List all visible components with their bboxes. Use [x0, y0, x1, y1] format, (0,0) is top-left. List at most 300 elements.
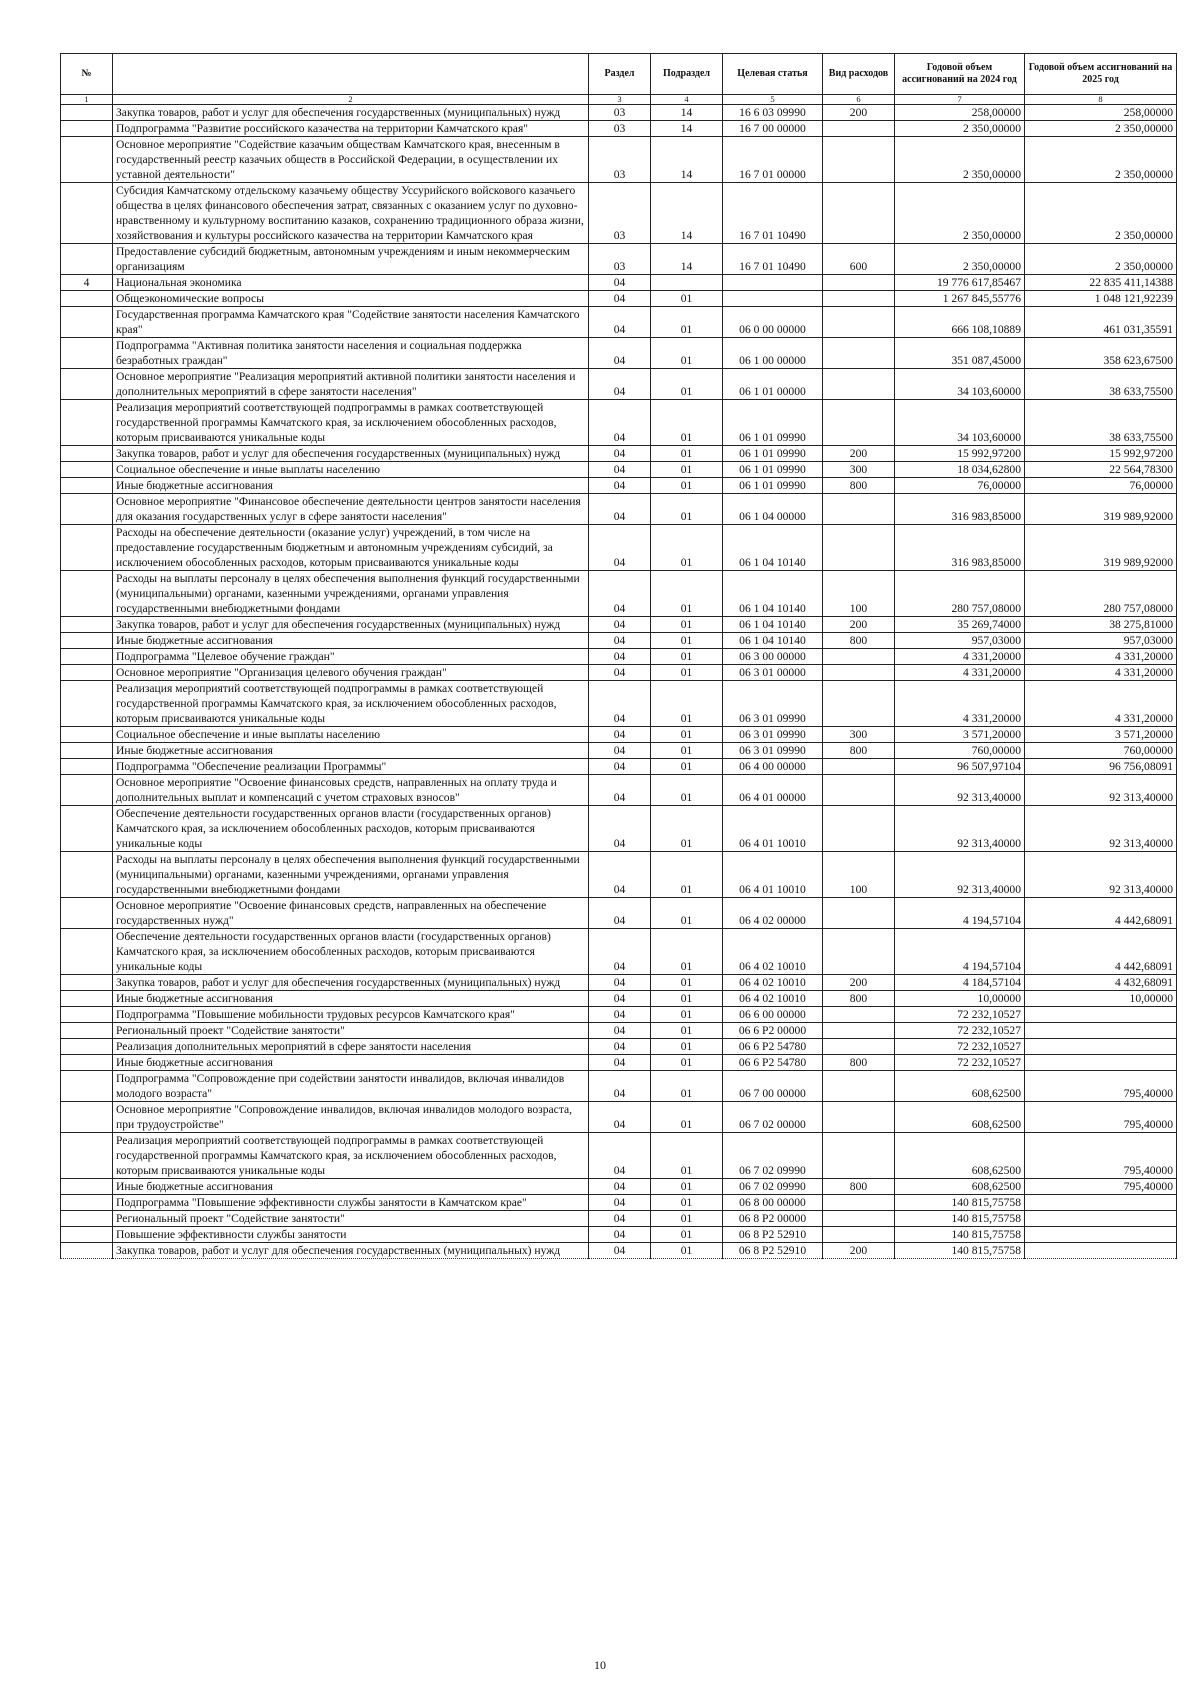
table-row	[61, 183, 1177, 244]
row-number	[61, 1227, 113, 1243]
razdel-code: 04	[589, 727, 651, 743]
table-row	[61, 975, 1177, 991]
allocation-2025: 358 623,67500	[1025, 338, 1177, 369]
expense-type-code: 800	[823, 633, 895, 649]
expense-type-code	[823, 137, 895, 183]
allocation-2025: 760,00000	[1025, 743, 1177, 759]
razdel-code: 03	[589, 121, 651, 137]
expense-type-code	[823, 1133, 895, 1179]
row-number	[61, 727, 113, 743]
column-index: 2	[113, 95, 589, 105]
table-row	[61, 137, 1177, 183]
table-row	[61, 633, 1177, 649]
target-article-code: 06 8 00 00000	[723, 1195, 823, 1211]
expense-type-code: 200	[823, 105, 895, 121]
podrazdel-code: 01	[651, 1195, 723, 1211]
podrazdel-code: 01	[651, 649, 723, 665]
row-number	[61, 137, 113, 183]
header-row	[61, 54, 1177, 95]
row-number	[61, 1133, 113, 1179]
allocation-2025: 795,40000	[1025, 1133, 1177, 1179]
row-number	[61, 1023, 113, 1039]
table-row	[61, 462, 1177, 478]
row-number	[61, 1102, 113, 1133]
expense-type-code: 600	[823, 244, 895, 275]
row-number	[61, 1039, 113, 1055]
allocation-2025: 2 350,00000	[1025, 244, 1177, 275]
expense-name: Иные бюджетные ассигнования	[113, 633, 589, 649]
expense-name: Государственная программа Камчатского края "Содействие занятости населения Камчатского края"	[113, 307, 589, 338]
target-article-code: 06 6 00 00000	[723, 1007, 823, 1023]
expense-name: Основное мероприятие "Сопровождение инвалидов, включая инвалидов молодого возраста, при трудоустройстве"	[113, 1102, 589, 1133]
allocation-2024: 2 350,00000	[895, 183, 1025, 244]
expense-type-code: 100	[823, 852, 895, 898]
razdel-code: 04	[589, 1195, 651, 1211]
expense-name: Предоставление субсидий бюджетным, автономным учреждениям и иным некоммерческим организациям	[113, 244, 589, 275]
expense-type-code	[823, 806, 895, 852]
allocation-2025: 4 331,20000	[1025, 681, 1177, 727]
podrazdel-code: 01	[651, 975, 723, 991]
expense-type-code: 800	[823, 991, 895, 1007]
expense-name: Закупка товаров, работ и услуг для обеспечения государственных (муниципальных) нужд	[113, 1243, 589, 1259]
allocation-2025	[1025, 1007, 1177, 1023]
allocation-2025: 92 313,40000	[1025, 852, 1177, 898]
header-allocation-2025: Годовой объем ассигнований на 2025 год	[1025, 54, 1177, 95]
allocation-2024: 2 350,00000	[895, 121, 1025, 137]
target-article-code: 06 4 02 10010	[723, 929, 823, 975]
razdel-code: 04	[589, 975, 651, 991]
row-number	[61, 462, 113, 478]
allocation-2024: 140 815,75758	[895, 1195, 1025, 1211]
allocation-2024: 10,00000	[895, 991, 1025, 1007]
allocation-2024: 666 108,10889	[895, 307, 1025, 338]
allocation-2025: 92 313,40000	[1025, 806, 1177, 852]
table-row	[61, 121, 1177, 137]
row-number	[61, 369, 113, 400]
podrazdel-code: 01	[651, 898, 723, 929]
allocation-2024: 72 232,10527	[895, 1055, 1025, 1071]
razdel-code: 04	[589, 1071, 651, 1102]
razdel-code: 04	[589, 1133, 651, 1179]
expense-name: Основное мероприятие "Финансовое обеспечение деятельности центров занятости населения для оказания государственных услуг в сфере занятости населения"	[113, 494, 589, 525]
row-number	[61, 633, 113, 649]
target-article-code: 06 1 01 09990	[723, 462, 823, 478]
target-article-code: 06 3 01 09990	[723, 743, 823, 759]
expense-name: Социальное обеспечение и иные выплаты населению	[113, 462, 589, 478]
expense-name: Общеэкономические вопросы	[113, 291, 589, 307]
table-row	[61, 571, 1177, 617]
expense-name: Основное мероприятие "Реализация мероприятий активной политики занятости населения и дополнительных мероприятий в сфере занятости населения"	[113, 369, 589, 400]
podrazdel-code: 01	[651, 759, 723, 775]
target-article-code: 06 3 01 09990	[723, 727, 823, 743]
expense-name: Закупка товаров, работ и услуг для обеспечения государственных (муниципальных) нужд	[113, 446, 589, 462]
allocation-2025: 38 275,81000	[1025, 617, 1177, 633]
row-number	[61, 1007, 113, 1023]
allocation-2025	[1025, 1227, 1177, 1243]
row-number	[61, 1195, 113, 1211]
expense-name: Иные бюджетные ассигнования	[113, 478, 589, 494]
table-row	[61, 743, 1177, 759]
target-article-code: 06 1 01 00000	[723, 369, 823, 400]
target-article-code: 06 3 01 09990	[723, 681, 823, 727]
allocation-2025	[1025, 1243, 1177, 1259]
table-row	[61, 244, 1177, 275]
podrazdel-code: 01	[651, 775, 723, 806]
table-row	[61, 525, 1177, 571]
podrazdel-code: 01	[651, 1055, 723, 1071]
expense-type-code	[823, 291, 895, 307]
column-index: 4	[651, 95, 723, 105]
podrazdel-code: 01	[651, 478, 723, 494]
expense-type-code	[823, 759, 895, 775]
podrazdel-code: 01	[651, 991, 723, 1007]
expense-type-code: 100	[823, 571, 895, 617]
allocation-2025: 795,40000	[1025, 1102, 1177, 1133]
expense-type-code: 200	[823, 446, 895, 462]
podrazdel-code: 01	[651, 633, 723, 649]
podrazdel-code: 01	[651, 1039, 723, 1055]
table-body	[61, 105, 1177, 1259]
allocation-2024: 4 194,57104	[895, 929, 1025, 975]
podrazdel-code: 01	[651, 400, 723, 446]
expense-name: Обеспечение деятельности государственных органов власти (государственных органов) Камчатского края, за исключением обособленных расходов, которым присваиваются уникальные коды	[113, 929, 589, 975]
razdel-code: 04	[589, 1211, 651, 1227]
allocation-2024: 72 232,10527	[895, 1039, 1025, 1055]
table-row	[61, 665, 1177, 681]
allocation-2024: 608,62500	[895, 1179, 1025, 1195]
podrazdel-code: 01	[651, 681, 723, 727]
allocation-2025: 957,03000	[1025, 633, 1177, 649]
razdel-code: 04	[589, 898, 651, 929]
podrazdel-code: 01	[651, 494, 723, 525]
row-number	[61, 244, 113, 275]
expense-name: Региональный проект "Содействие занятости"	[113, 1211, 589, 1227]
razdel-code: 04	[589, 275, 651, 291]
razdel-code: 04	[589, 1102, 651, 1133]
allocation-2025: 319 989,92000	[1025, 525, 1177, 571]
allocation-2025: 4 432,68091	[1025, 975, 1177, 991]
expense-type-code	[823, 525, 895, 571]
target-article-code: 06 8 P2 52910	[723, 1243, 823, 1259]
row-number	[61, 183, 113, 244]
expense-type-code: 800	[823, 478, 895, 494]
target-article-code: 16 7 01 10490	[723, 183, 823, 244]
podrazdel-code: 01	[651, 1179, 723, 1195]
allocation-2024: 35 269,74000	[895, 617, 1025, 633]
expense-type-code: 800	[823, 1055, 895, 1071]
expense-name: Подпрограмма "Обеспечение реализации Программы"	[113, 759, 589, 775]
expense-type-code	[823, 681, 895, 727]
table-row	[61, 1179, 1177, 1195]
podrazdel-code: 14	[651, 105, 723, 121]
allocation-2025: 2 350,00000	[1025, 121, 1177, 137]
expense-name: Закупка товаров, работ и услуг для обеспечения государственных (муниципальных) нужд	[113, 975, 589, 991]
allocation-2024: 316 983,85000	[895, 525, 1025, 571]
row-number	[61, 446, 113, 462]
table-row	[61, 369, 1177, 400]
expense-type-code	[823, 121, 895, 137]
table-row	[61, 478, 1177, 494]
row-number	[61, 929, 113, 975]
expense-name: Подпрограмма "Активная политика занятости населения и социальная поддержка безработных граждан"	[113, 338, 589, 369]
table-row	[61, 1227, 1177, 1243]
target-article-code: 06 1 04 10140	[723, 617, 823, 633]
allocation-2025: 258,00000	[1025, 105, 1177, 121]
allocation-2025: 96 756,08091	[1025, 759, 1177, 775]
target-article-code: 06 4 01 00000	[723, 775, 823, 806]
allocation-2024: 72 232,10527	[895, 1007, 1025, 1023]
allocation-2024: 96 507,97104	[895, 759, 1025, 775]
allocation-2025: 4 442,68091	[1025, 929, 1177, 975]
razdel-code: 04	[589, 743, 651, 759]
allocation-2024: 34 103,60000	[895, 400, 1025, 446]
razdel-code: 04	[589, 665, 651, 681]
allocation-2024: 4 184,57104	[895, 975, 1025, 991]
expense-name: Реализация мероприятий соответствующей подпрограммы в рамках соответствующей государственной программы Камчатского края, за исключением обособленных расходов, которым присваиваются уникальные коды	[113, 400, 589, 446]
target-article-code	[723, 291, 823, 307]
allocation-2025: 4 331,20000	[1025, 665, 1177, 681]
expense-name: Обеспечение деятельности государственных органов власти (государственных органов) Камчатского края, за исключением обособленных расходов, которым присваиваются уникальные коды	[113, 806, 589, 852]
allocation-2025: 1 048 121,92239	[1025, 291, 1177, 307]
target-article-code: 06 1 04 00000	[723, 494, 823, 525]
allocation-2025: 38 633,75500	[1025, 369, 1177, 400]
column-index: 1	[61, 95, 113, 105]
table-row	[61, 1039, 1177, 1055]
target-article-code	[723, 275, 823, 291]
table-row	[61, 1195, 1177, 1211]
table-row	[61, 1071, 1177, 1102]
row-number	[61, 991, 113, 1007]
allocation-2024: 140 815,75758	[895, 1211, 1025, 1227]
allocation-2024: 2 350,00000	[895, 137, 1025, 183]
allocation-2024: 140 815,75758	[895, 1243, 1025, 1259]
expense-name: Субсидия Камчатскому отдельскому казачьему обществу Уссурийского войскового казачьего общества в целях финансового обеспечения затрат, связанных с оказанием услуг по духовно-нравственному и культурному воспитанию казаков, сохранению традиционного образа жизни, хозяйствования и культуры российского казачества на территории Камчатского края	[113, 183, 589, 244]
razdel-code: 04	[589, 759, 651, 775]
razdel-code: 04	[589, 1179, 651, 1195]
expense-name: Основное мероприятие "Организация целевого обучения граждан"	[113, 665, 589, 681]
podrazdel-code: 14	[651, 121, 723, 137]
table-row	[61, 759, 1177, 775]
target-article-code: 06 1 00 00000	[723, 338, 823, 369]
expense-name: Иные бюджетные ассигнования	[113, 743, 589, 759]
razdel-code: 04	[589, 1227, 651, 1243]
razdel-code: 03	[589, 244, 651, 275]
podrazdel-code: 01	[651, 617, 723, 633]
razdel-code: 04	[589, 1007, 651, 1023]
table-row	[61, 681, 1177, 727]
target-article-code: 06 6 P2 54780	[723, 1055, 823, 1071]
row-number	[61, 1243, 113, 1259]
podrazdel-code: 01	[651, 1071, 723, 1102]
target-article-code: 06 4 02 10010	[723, 991, 823, 1007]
table-row	[61, 338, 1177, 369]
allocation-2024: 4 194,57104	[895, 898, 1025, 929]
expense-type-code: 300	[823, 462, 895, 478]
table-row	[61, 1055, 1177, 1071]
podrazdel-code: 01	[651, 1133, 723, 1179]
header-expense-type: Вид расходов	[823, 54, 895, 95]
target-article-code: 06 4 02 10010	[723, 975, 823, 991]
allocation-2025	[1025, 1195, 1177, 1211]
razdel-code: 04	[589, 929, 651, 975]
allocation-2024: 957,03000	[895, 633, 1025, 649]
target-article-code: 06 3 01 00000	[723, 665, 823, 681]
header-name	[113, 54, 589, 95]
target-article-code: 06 6 P2 00000	[723, 1023, 823, 1039]
target-article-code: 06 7 02 00000	[723, 1102, 823, 1133]
podrazdel-code: 01	[651, 1102, 723, 1133]
column-index: 5	[723, 95, 823, 105]
allocation-2024: 4 331,20000	[895, 681, 1025, 727]
razdel-code: 03	[589, 137, 651, 183]
razdel-code: 03	[589, 183, 651, 244]
target-article-code: 06 3 00 00000	[723, 649, 823, 665]
row-number	[61, 1055, 113, 1071]
allocation-2025: 319 989,92000	[1025, 494, 1177, 525]
target-article-code: 06 8 P2 52910	[723, 1227, 823, 1243]
podrazdel-code: 01	[651, 291, 723, 307]
row-number	[61, 525, 113, 571]
allocation-2025: 3 571,20000	[1025, 727, 1177, 743]
table-row	[61, 1023, 1177, 1039]
target-article-code: 16 7 01 10490	[723, 244, 823, 275]
podrazdel-code: 14	[651, 137, 723, 183]
expense-type-code	[823, 649, 895, 665]
podrazdel-code: 01	[651, 369, 723, 400]
expense-type-code	[823, 1071, 895, 1102]
table-row	[61, 727, 1177, 743]
target-article-code: 06 1 04 10140	[723, 571, 823, 617]
row-number	[61, 759, 113, 775]
expense-name: Основное мероприятие "Содействие казачьим обществам Камчатского края, внесенным в государственный реестр казачьих обществ в Российской Федерации, в осуществлении их уставной деятельности"	[113, 137, 589, 183]
allocation-2025: 4 442,68091	[1025, 898, 1177, 929]
row-number	[61, 975, 113, 991]
podrazdel-code: 01	[651, 571, 723, 617]
target-article-code: 06 4 02 00000	[723, 898, 823, 929]
razdel-code: 04	[589, 681, 651, 727]
allocation-2025: 2 350,00000	[1025, 137, 1177, 183]
expense-name: Реализация мероприятий соответствующей подпрограммы в рамках соответствующей государственной программы Камчатского края, за исключением обособленных расходов, которым присваиваются уникальные коды	[113, 681, 589, 727]
row-number	[61, 291, 113, 307]
allocation-2025: 461 031,35591	[1025, 307, 1177, 338]
row-number	[61, 617, 113, 633]
expense-name: Национальная экономика	[113, 275, 589, 291]
allocation-2025	[1025, 1039, 1177, 1055]
allocation-2024: 92 313,40000	[895, 775, 1025, 806]
podrazdel-code: 14	[651, 244, 723, 275]
allocation-2025: 92 313,40000	[1025, 775, 1177, 806]
allocation-2024: 4 331,20000	[895, 665, 1025, 681]
podrazdel-code: 01	[651, 307, 723, 338]
expense-name: Подпрограмма "Сопровождение при содействии занятости инвалидов, включая инвалидов молодого возраста"	[113, 1071, 589, 1102]
header-num: №	[61, 54, 113, 95]
razdel-code: 04	[589, 1039, 651, 1055]
row-number	[61, 1071, 113, 1102]
allocation-2024: 140 815,75758	[895, 1227, 1025, 1243]
expense-type-code	[823, 369, 895, 400]
target-article-code: 06 7 00 00000	[723, 1071, 823, 1102]
table-row	[61, 649, 1177, 665]
row-number	[61, 665, 113, 681]
row-number	[61, 681, 113, 727]
row-number	[61, 121, 113, 137]
expense-type-code	[823, 1102, 895, 1133]
table-row	[61, 617, 1177, 633]
table-row	[61, 446, 1177, 462]
target-article-code: 06 1 01 09990	[723, 478, 823, 494]
expense-name: Закупка товаров, работ и услуг для обеспечения государственных (муниципальных) нужд	[113, 617, 589, 633]
allocation-2025: 22 564,78300	[1025, 462, 1177, 478]
razdel-code: 04	[589, 775, 651, 806]
allocation-2024: 15 992,97200	[895, 446, 1025, 462]
expense-type-code: 200	[823, 617, 895, 633]
expense-name: Расходы на выплаты персоналу в целях обеспечения выполнения функций государственными (муниципальными) органами, казенными учреждениями, органами управления государственными внебюджетными фондами	[113, 852, 589, 898]
expense-name: Расходы на обеспечение деятельности (оказание услуг) учреждений, в том числе на предоставление государственным бюджетным и автономным учреждениям субсидий, за исключением обособленных расходов, которым присваиваются уникальные коды	[113, 525, 589, 571]
table-row	[61, 275, 1177, 291]
razdel-code: 04	[589, 1055, 651, 1071]
column-index-row	[61, 95, 1177, 105]
table-row	[61, 806, 1177, 852]
allocation-2025: 795,40000	[1025, 1179, 1177, 1195]
expense-name: Подпрограмма "Развитие российского казачества на территории Камчатского края"	[113, 121, 589, 137]
razdel-code: 04	[589, 806, 651, 852]
podrazdel-code: 01	[651, 338, 723, 369]
target-article-code: 06 4 00 00000	[723, 759, 823, 775]
target-article-code: 16 7 01 00000	[723, 137, 823, 183]
razdel-code: 04	[589, 478, 651, 494]
allocation-2025	[1025, 1023, 1177, 1039]
column-index: 8	[1025, 95, 1177, 105]
expense-type-code	[823, 929, 895, 975]
target-article-code: 06 7 02 09990	[723, 1133, 823, 1179]
row-number	[61, 743, 113, 759]
table-row	[61, 1007, 1177, 1023]
razdel-code: 04	[589, 462, 651, 478]
target-article-code: 06 1 01 09990	[723, 400, 823, 446]
row-number	[61, 775, 113, 806]
allocation-2024: 608,62500	[895, 1102, 1025, 1133]
target-article-code: 06 6 P2 54780	[723, 1039, 823, 1055]
target-article-code: 06 7 02 09990	[723, 1179, 823, 1195]
expense-type-code: 800	[823, 743, 895, 759]
table-row	[61, 307, 1177, 338]
expense-type-code	[823, 400, 895, 446]
column-index: 3	[589, 95, 651, 105]
allocation-2025: 10,00000	[1025, 991, 1177, 1007]
expense-type-code	[823, 898, 895, 929]
allocation-2025: 280 757,08000	[1025, 571, 1177, 617]
allocation-2024: 92 313,40000	[895, 852, 1025, 898]
table-row	[61, 1133, 1177, 1179]
expense-type-code	[823, 275, 895, 291]
expense-type-code: 200	[823, 1243, 895, 1259]
expense-type-code: 200	[823, 975, 895, 991]
allocation-2024: 72 232,10527	[895, 1023, 1025, 1039]
expense-type-code	[823, 1227, 895, 1243]
expense-type-code	[823, 1023, 895, 1039]
podrazdel-code: 01	[651, 525, 723, 571]
razdel-code: 04	[589, 617, 651, 633]
razdel-code: 04	[589, 852, 651, 898]
allocation-2025	[1025, 1211, 1177, 1227]
expense-name: Закупка товаров, работ и услуг для обеспечения государственных (муниципальных) нужд	[113, 105, 589, 121]
expense-type-code	[823, 1007, 895, 1023]
table-row	[61, 991, 1177, 1007]
row-number	[61, 852, 113, 898]
expense-name: Реализация дополнительных мероприятий в сфере занятости населения	[113, 1039, 589, 1055]
razdel-code: 04	[589, 525, 651, 571]
header-allocation-2024: Годовой объем ассигнований на 2024 год	[895, 54, 1025, 95]
